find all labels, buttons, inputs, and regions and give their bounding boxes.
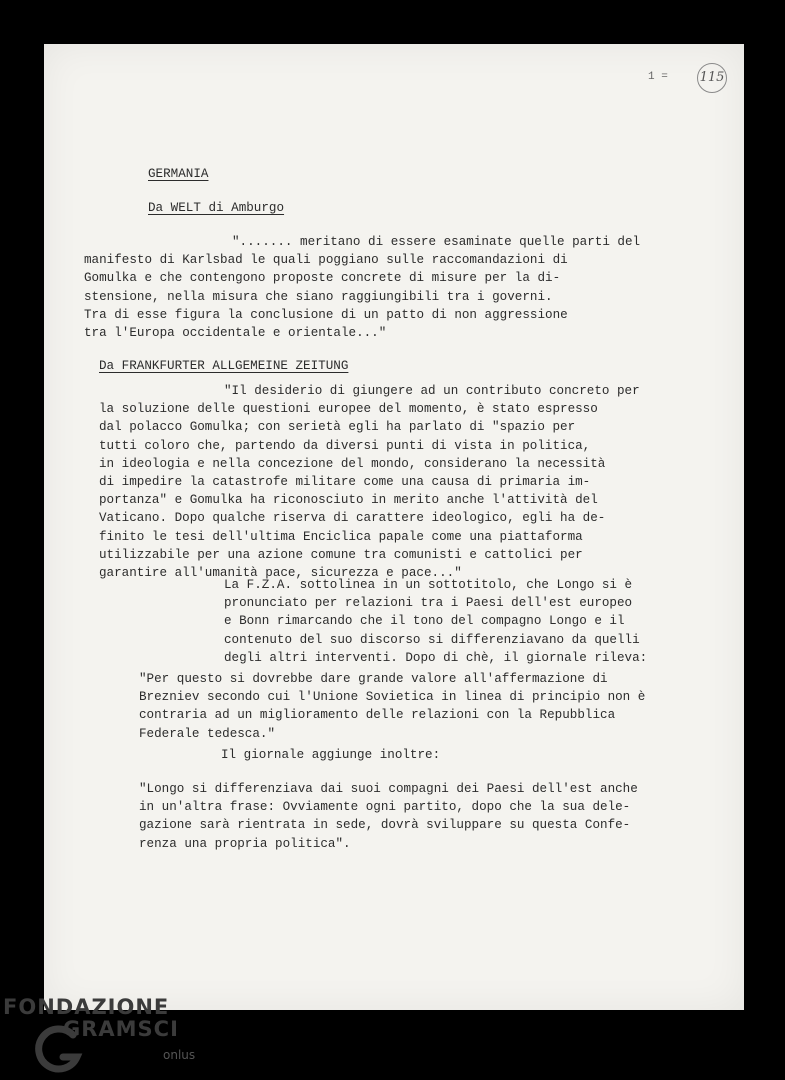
- commentary-line: pronunciato per relazioni tra i Paesi dell'est europeo: [224, 596, 633, 611]
- faz-line: garantire all'umanità pace, sicurezza e pace...": [99, 566, 462, 581]
- brezniev-quote: [139, 670, 645, 743]
- longo-line: in un'altra frase: Ovviamente ogni partito, dopo che la sua dele-: [139, 800, 631, 815]
- longo-line: renza una propria politica".: [139, 836, 351, 851]
- commentary-line: contenuto del suo discorso si differenziavano da quelli: [224, 632, 640, 647]
- brezniev-line: Brezniev secondo cui l'Unione Sovietica in linea di principio non è: [139, 690, 646, 705]
- welt-title: Da WELT di Amburgo: [148, 201, 285, 215]
- faz-line: dal polacco Gomulka; con serietà egli ha parlato di "spazio per: [99, 420, 576, 435]
- welt-line: "....... meritano di essere esaminate quelle parti del: [232, 235, 641, 249]
- page-number-small: 1 =: [648, 71, 668, 83]
- welt-line: Gomulka e che contengono proposte concrete di misure per la di-: [84, 271, 561, 286]
- brezniev-line: "Per questo si dovrebbe dare grande valore all'affermazione di: [139, 672, 608, 686]
- faz-line: tutti coloro che, partendo da diversi punti di vista in politica,: [99, 438, 591, 453]
- welt-line: tra l'Europa occidentale e orientale...": [84, 326, 387, 341]
- longo-line: gazione sarà rientrata in sede, dovrà sviluppare su questa Confe-: [139, 818, 631, 833]
- commentary-line: La F.Z.A. sottolinea in un sottotitolo, che Longo si è: [224, 578, 633, 592]
- faz-line: finito le tesi dell'ultima Enciclica papale come una piattaforma: [99, 529, 583, 544]
- document-page: [44, 44, 744, 1010]
- faz-quote: [99, 382, 640, 582]
- faz-line: di impedire la catastrofe militare come una causa di primaria im-: [99, 475, 591, 490]
- faz-title: Da FRANKFURTER ALLGEMEINE ZEITUNG: [99, 359, 349, 373]
- watermark-line2: GRAMSCI: [63, 1017, 179, 1041]
- brezniev-line: Federale tedesca.": [139, 726, 276, 741]
- longo-line: "Longo si differenziava dai suoi compagni dei Paesi dell'est anche: [139, 782, 638, 796]
- faz-commentary: [224, 576, 647, 667]
- welt-line: Tra di esse figura la conclusione di un patto di non aggressione: [84, 307, 568, 322]
- faz-line: utilizzabile per una azione comune tra comunisti e cattolici per: [99, 547, 583, 562]
- welt-quote: [84, 233, 640, 342]
- page-number-circled: 115: [697, 63, 727, 93]
- watermark-onlus: onlus: [163, 1048, 196, 1062]
- welt-line: stensione, nella misura che siano raggiungibili tra i governi.: [84, 289, 553, 304]
- faz-line: Vaticano. Dopo qualche riserva di carattere ideologico, egli ha de-: [99, 511, 606, 526]
- faz-line: in ideologia e nella concezione del mondo, considerano la necessità: [99, 456, 606, 471]
- longo-quote: [139, 780, 638, 853]
- commentary-line: degli altri interventi. Dopo di chè, il giornale rileva:: [224, 650, 648, 665]
- faz-line: portanza" e Gomulka ha riconosciuto in merito anche l'attività del: [99, 493, 598, 508]
- aggiunge-line: Il giornale aggiunge inoltre:: [221, 748, 441, 762]
- faz-line: la soluzione delle questioni europee del momento, è stato espresso: [99, 402, 598, 417]
- commentary-line: e Bonn rimarcando che il tono del compagno Longo e il: [224, 614, 625, 629]
- faz-line: "Il desiderio di giungere ad un contributo concreto per: [224, 384, 640, 398]
- brezniev-line: contraria ad un miglioramento delle relazioni con la Repubblica: [139, 708, 616, 723]
- section-heading: GERMANIA: [148, 167, 209, 181]
- watermark-line1: FONDAZIONE: [3, 995, 170, 1019]
- welt-line: manifesto di Karlsbad le quali poggiano sulle raccomandazioni di: [84, 253, 568, 268]
- fondazione-gramsci-watermark: [3, 995, 263, 1075]
